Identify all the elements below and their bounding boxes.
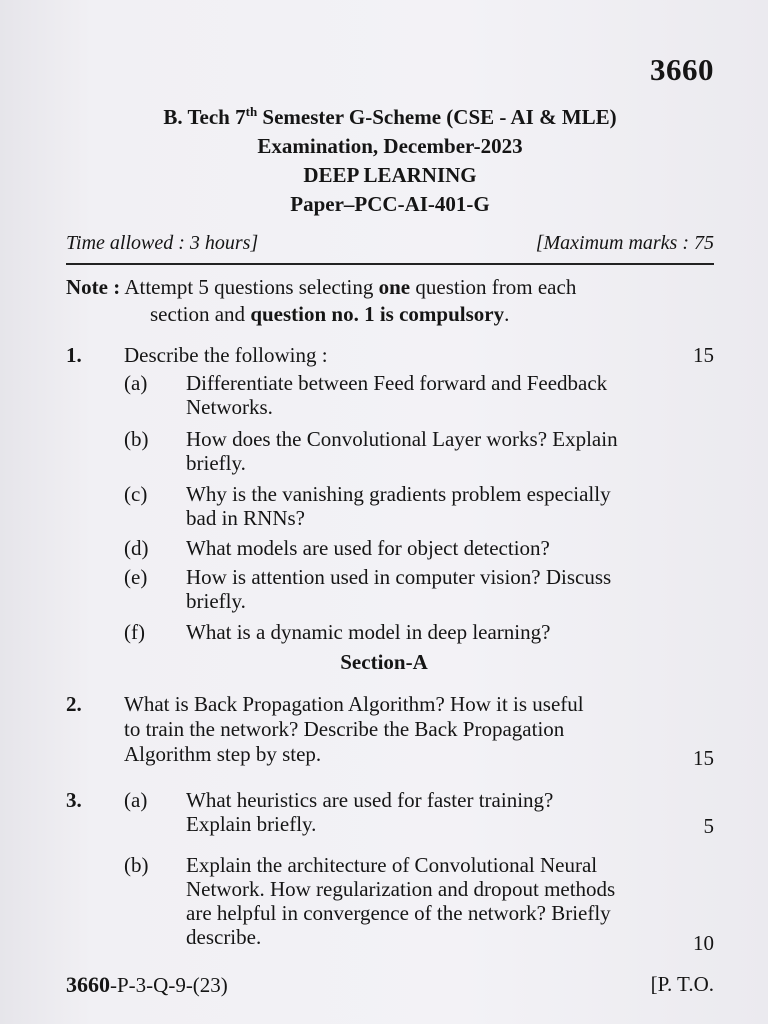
maximum-marks: [Maximum marks : 75 xyxy=(535,232,714,254)
paper-line: Paper–PCC-AI-401-G xyxy=(290,192,490,216)
exam-page: 3660 B. Tech 7th Semester G-Scheme (CSE - AI & MLE) Examination, December-2023 DEEP LEARNING Paper–PCC-AI-401-G Time allowed : 3 hours] [Maximum marks : 75 Note : Attempt 5 questions selecting one question from each section and question no. 1 is compulsory. 1. Describe the following : 15 (a) Differentiate between Feed forward and Feedback Networks. (b) How does the Convolutional Layer works? Explain briefly. (c) Why is the vanishing gradients problem especially bad in RNNs? (d) What models are used for object detection? (e) How is attention used in computer vision? Discuss briefly. (f) What is a dynamic model in deep learning? Section-A 2. What is Back Propagation Algorithm? How it is useful to train the network? Describe the Back Propagation Algorithm step by step. 15 3. (a) What heuristics are used for faster training? Explain briefly. 5 (b) Explain the architecture of Convolutional Neural Network. How regularization and dropout methods are helpful in convergence of the network? Briefly describe. 10 3660-P-3-Q-9-(23) [P. T.O. xyxy=(0,0,768,1024)
question-number: 1. xyxy=(66,343,82,367)
question-number: 3. xyxy=(66,788,82,812)
question-1 xyxy=(66,343,714,369)
question-marks: 15 xyxy=(693,343,714,367)
question-text: Describe the following : xyxy=(124,343,328,367)
question-2 xyxy=(66,692,714,772)
question-text: What is Back Propagation Algorithm? How it is useful to train the network? Describe the Back Propagation Algorithm step by step. xyxy=(124,692,584,766)
section-a-heading: Section-A xyxy=(340,650,428,674)
q3-part-b: (b) Explain the architecture of Convolutional Neural Network. How regularization and dropout methods are helpful in convergence of the network? Briefly describe. 10 xyxy=(124,853,714,955)
part-marks: 5 xyxy=(703,814,714,838)
paper-code: 3660 xyxy=(650,52,714,87)
question-number: 2. xyxy=(66,692,82,716)
question-marks: 15 xyxy=(693,746,714,770)
footer-paper-code: 3660-P-3-Q-9-(23) xyxy=(66,972,228,997)
time-allowed: Time allowed : 3 hours] xyxy=(66,232,259,254)
instructions-note: Note : Attempt 5 questions selecting one question from each section and question no. 1 is compulsory. xyxy=(66,275,577,326)
note-label: Note : xyxy=(66,275,121,299)
please-turn-over: [P. T.O. xyxy=(650,972,714,996)
subject-title: DEEP LEARNING xyxy=(303,163,477,187)
exam-meta xyxy=(66,232,714,255)
exam-header xyxy=(60,97,720,219)
part-marks: 10 xyxy=(693,931,714,955)
header-rule xyxy=(66,263,714,265)
q3-part-a: (a) What heuristics are used for faster training? Explain briefly. 5 xyxy=(124,788,714,838)
programme-line: B. Tech 7th Semester G-Scheme (CSE - AI & MLE) xyxy=(163,104,617,129)
examination-line: Examination, December-2023 xyxy=(257,134,523,158)
